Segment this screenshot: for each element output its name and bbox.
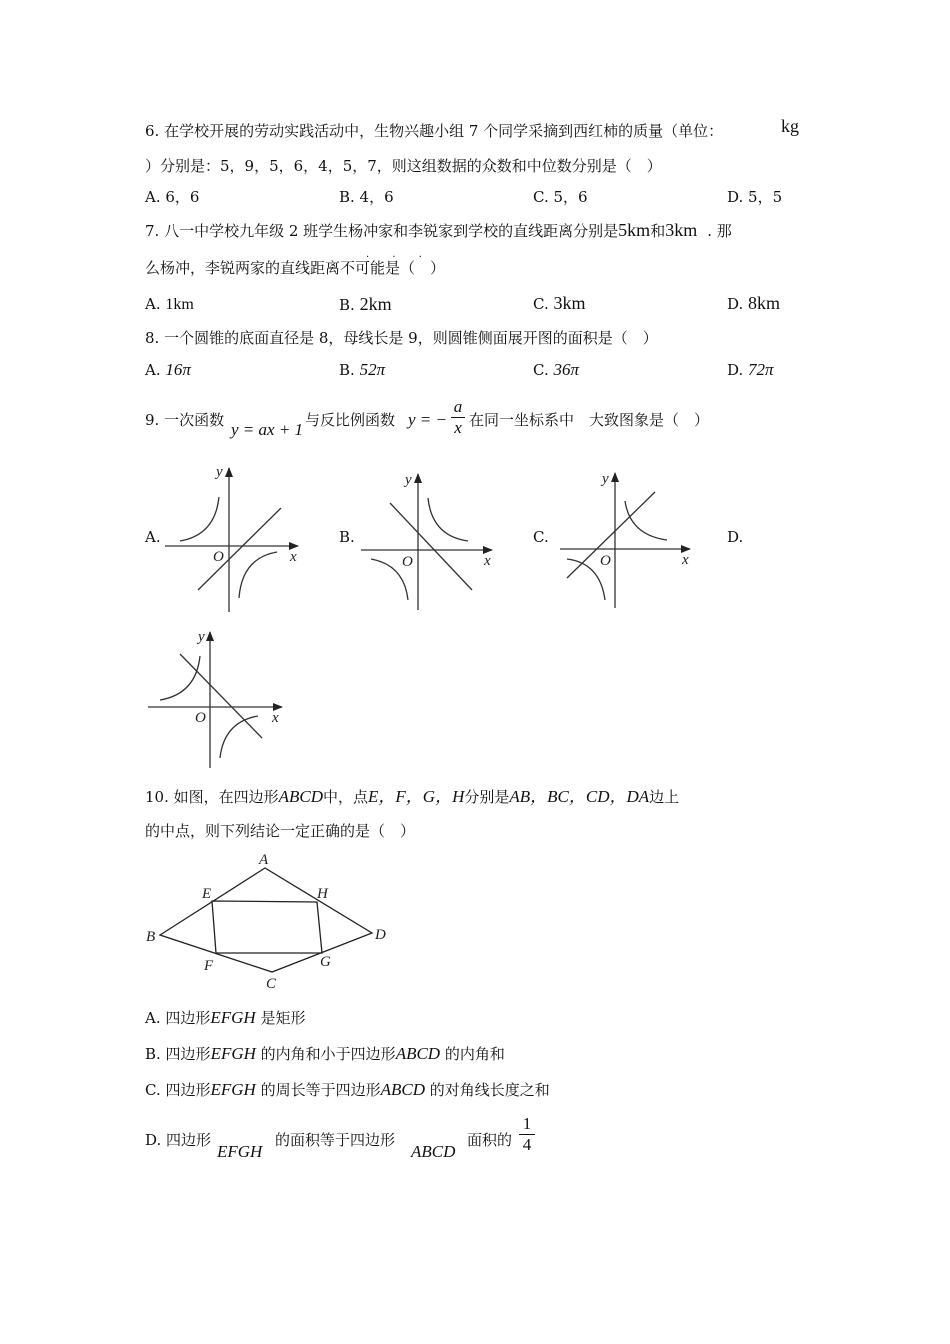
q9-graph-b-origin: O	[402, 554, 413, 570]
q10-option-b-post: 的内角和	[444, 1045, 505, 1063]
q9-option-a-label[interactable]: A.	[145, 528, 161, 546]
q9-option-b-label[interactable]: B.	[339, 528, 355, 546]
q6-option-b[interactable]: B. 4，6	[339, 188, 394, 206]
q7-option-b-label: B.	[339, 296, 355, 314]
q7-stem-a: 7. 八一中学校九年级 2 班学生杨冲家和李锐家到学校的直线距离分别是	[145, 222, 619, 240]
q10-option-a[interactable]	[145, 1008, 306, 1028]
q9-inverse-denominator: x	[454, 418, 462, 437]
q7-distance-2: 3km	[665, 220, 698, 240]
q7-option-d-value: 8km	[748, 293, 781, 313]
q10-quad-efgh	[212, 901, 322, 953]
q10-quad-abcd	[160, 868, 372, 972]
q9-stem-c: 在同一坐标系中 大致图象是（ ）	[469, 411, 710, 429]
q9-option-c-label[interactable]: C.	[533, 528, 549, 546]
q10-option-b-math-2: ABCD	[395, 1044, 441, 1063]
q7-option-c-label: C.	[533, 295, 549, 313]
q10-label-f: F	[204, 958, 214, 974]
q10-points: E，F，G，H	[368, 787, 465, 806]
q10-abcd: ABCD	[278, 787, 324, 806]
q10-option-d-denominator: 4	[522, 1135, 532, 1154]
q10-option-d-mid: 的面积等于四边形	[275, 1131, 396, 1149]
q8-option-d-label: D.	[727, 361, 744, 379]
q10-stem-line2: 的中点，则下列结论一定正确的是（ ）	[145, 822, 416, 840]
q7-tail: . 那	[707, 222, 732, 240]
q9-stem-b: 与反比例函数	[305, 411, 396, 429]
q10-option-d-numerator: 1	[522, 1114, 532, 1133]
q9-graph-c-origin: O	[600, 553, 611, 569]
q7-option-a-value: 1km	[165, 296, 194, 313]
q6-unit: kg	[781, 116, 799, 136]
q10-option-d-post: 面积的	[467, 1131, 513, 1149]
q10-stem-d: 边上	[649, 788, 680, 806]
q10-label-d: D	[375, 927, 386, 943]
q10-stem-c: 分别是	[464, 788, 510, 806]
q7-emphasis: 不可能	[340, 259, 386, 277]
q7-stem-b1: 么杨冲，李锐两家的直线距离	[145, 259, 341, 277]
q7-and: 和	[650, 222, 666, 240]
q10-option-b[interactable]	[145, 1044, 505, 1064]
q10-option-a-pre: A. 四边形	[145, 1009, 211, 1027]
q8-option-a-label: A.	[145, 361, 161, 379]
q8-option-a-value: 16π	[165, 360, 191, 379]
q9-inverse-lhs: y = −	[408, 410, 447, 429]
q9-graph-b-y-label: y	[405, 472, 412, 488]
q10-label-e: E	[202, 886, 212, 902]
q10-option-c-math-2: ABCD	[380, 1080, 425, 1099]
q9-graph-c-y-label: y	[602, 471, 609, 487]
q8-option-b-value: 52π	[359, 360, 386, 379]
q10-option-b-math-1: EFGH	[210, 1044, 256, 1063]
q9-graph-a-y-label: y	[216, 464, 223, 480]
q8-option-c-value: 36π	[553, 360, 580, 379]
q10-option-c-math-1: EFGH	[210, 1080, 256, 1099]
q6-stem-a: 6. 在学校开展的劳动实践活动中，生物兴趣小组 7 个同学采摘到西红柿的质量（单位：	[145, 122, 724, 140]
q8-option-c-label: C.	[533, 361, 549, 379]
q10-option-c[interactable]	[145, 1080, 550, 1100]
q10-label-g: G	[320, 954, 331, 970]
q10-option-c-post: 的对角线长度之和	[429, 1081, 550, 1099]
q10-label-h: H	[317, 886, 328, 902]
q9-graph-a-x-label: x	[290, 549, 297, 565]
q7-option-c-value: 3km	[553, 293, 586, 313]
q10-option-c-mid: 的周长等于四边形	[260, 1081, 381, 1099]
q10-option-b-pre: B. 四边形	[145, 1045, 211, 1063]
q10-label-a: A	[259, 852, 269, 868]
q10-option-a-math: EFGH	[210, 1008, 256, 1027]
q10-option-d-math-1: EFGH	[217, 1142, 263, 1161]
q9-stem-a: 9. 一次函数	[145, 411, 225, 429]
q10-option-d-math-2: ABCD	[411, 1142, 456, 1161]
q10-stem-b: 中，点	[323, 788, 369, 806]
q7-option-a-label: A.	[145, 295, 161, 313]
q9-graph-a-origin: O	[213, 549, 224, 565]
q6-option-d[interactable]: D. 5，5	[727, 188, 783, 206]
q9-option-d-label[interactable]: D.	[727, 528, 744, 546]
q9-inverse-numerator: a	[453, 397, 463, 416]
q10-option-d-pre[interactable]: D. 四边形	[145, 1131, 212, 1149]
q9-graph-d-y-label: y	[198, 629, 205, 645]
q10-label-c: C	[266, 976, 277, 992]
q9-graph-d-x-label: x	[272, 710, 279, 726]
q9-linear-function: y = ax + 1	[231, 420, 304, 439]
q6-option-c[interactable]: C. 5，6	[533, 188, 588, 206]
q9-graph-d-origin: O	[195, 710, 206, 726]
q10-option-d-fraction	[519, 1114, 535, 1155]
q9-graph-c-x-label: x	[682, 552, 689, 568]
q8-stem: 8. 一个圆锥的底面直径是 8，母线长是 9，则圆锥侧面展开图的面积是（ ）	[145, 329, 658, 347]
q8-option-d-value: 72π	[748, 360, 774, 379]
q10-stem-a: 10. 如图，在四边形	[145, 788, 279, 806]
q10-label-b: B	[146, 929, 156, 945]
q10-option-b-mid: 的内角和小于四边形	[260, 1045, 396, 1063]
q8-option-b-label: B.	[339, 361, 355, 379]
q7-emphasis-dots: · · ·	[366, 252, 432, 263]
q6-stem-line2: ）分别是：5，9，5，6，4，5，7，则这组数据的众数和中位数分别是（ ）	[145, 157, 662, 175]
q10-option-a-post: 是矩形	[260, 1009, 306, 1027]
q7-option-d-label: D.	[727, 295, 744, 313]
q7-option-b-value: 2km	[359, 294, 392, 314]
q10-option-c-pre: C. 四边形	[145, 1081, 211, 1099]
q7-stem-b2: 是（ ）	[385, 259, 446, 277]
q7-distance-1: 5km	[618, 220, 651, 240]
q9-graph-b-x-label: x	[484, 553, 491, 569]
q6-option-a[interactable]: A. 6，6	[145, 188, 200, 206]
q10-sides: AB，BC，CD，DA	[509, 787, 650, 806]
